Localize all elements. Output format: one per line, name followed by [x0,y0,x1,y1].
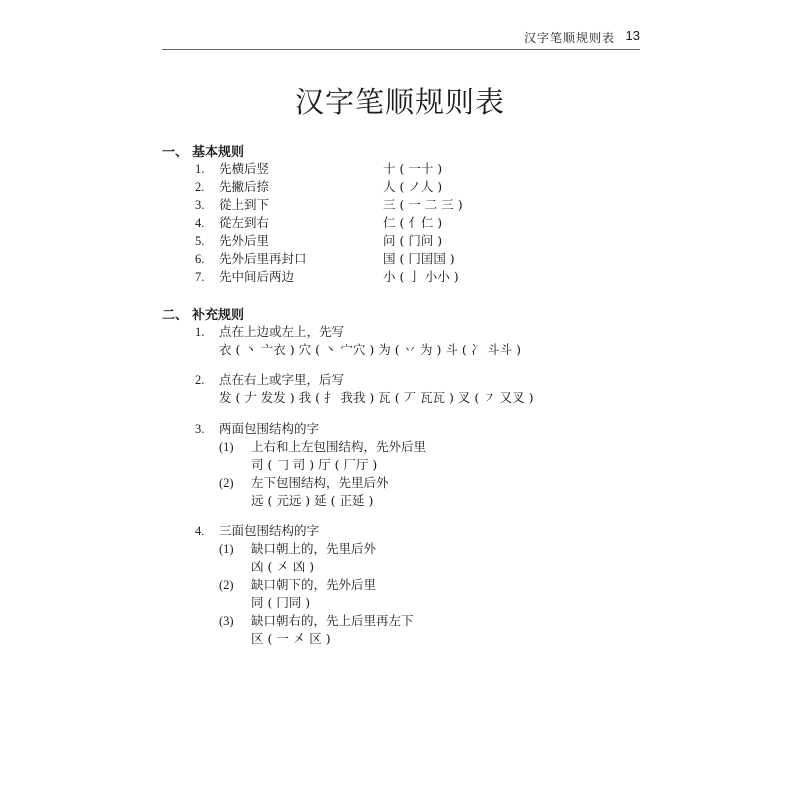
section-number: 一、 [162,145,189,160]
rule-text: 三面包围结构的字 [219,523,320,538]
subrule-index: (1) [219,440,234,454]
rule-text: 從左到右 [219,215,270,230]
section-heading-basic-rules [162,141,244,160]
subrule-index: (2) [219,578,234,592]
running-header-title: 汉字笔顺规则表 [523,31,615,45]
rule-text: 先横后竖 [219,161,270,176]
subrule-index: (3) [219,614,234,628]
rule-row [195,160,442,178]
rule-text: 先外后里 [219,233,270,248]
subrule-heading [219,612,414,630]
section-title: 补充规则 [192,308,245,323]
rule-example: 三 ( 一 二 三 ) [383,197,463,212]
rule-text: 從上到下 [219,197,270,212]
rule-row [195,232,442,250]
rule-row [195,250,455,268]
rule-index: 4. [195,524,205,538]
subrule-heading [219,474,389,492]
rule-text: 点在右上或字里，后写 [219,372,345,387]
rule-example: 人 ( ノ人 ) [383,179,443,194]
subrule-index: (1) [219,542,234,556]
rule-index: 3. [195,198,205,212]
section-title: 基本规则 [192,145,245,160]
rule-heading [195,323,344,341]
rule-example: 问 ( 门问 ) [383,233,443,248]
rule-row [195,178,442,196]
subrule-examples: 区 ( 一 㐅 区 ) [251,631,331,646]
rule-index: 3. [195,422,205,436]
rule-heading [195,420,319,438]
subrule-heading [219,576,376,594]
rule-example: 十 ( 一十 ) [383,161,443,176]
subrule-text: 上右和上左包围结构，先外后里 [251,439,427,454]
header-divider [162,49,640,50]
rule-index: 2. [195,180,205,194]
subrule-examples: 同 ( 冂同 ) [251,595,311,610]
rule-index: 2. [195,373,205,387]
rule-index: 1. [195,162,205,176]
rule-index: 1. [195,325,205,339]
rule-example: 国 ( 冂囯国 ) [383,251,455,266]
rule-index: 5. [195,234,205,248]
rule-examples: 发 ( 𠂇 发发 ) 我 ( 扌 我我 ) 瓦 ( 丆 瓦瓦 ) 叉 ( ㇇ 又叉 ) [219,390,534,405]
rule-text: 先中间后两边 [219,269,295,284]
rule-heading [195,371,344,389]
rule-text: 两面包围结构的字 [219,421,320,436]
subrule-heading [219,540,376,558]
section-heading-supplementary-rules [162,304,244,323]
subrule-heading [219,438,426,456]
subrule-index: (2) [219,476,234,490]
rule-examples: 衣 ( 丶 亠衣 ) 穴 ( 丶 宀穴 ) 为 ( 丷 为 ) 斗 ( 冫 斗斗 ) [219,342,522,357]
subrule-examples: 司 ( 𠃌 司 ) 厅 ( 厂厅 ) [251,457,378,472]
rule-row [195,196,463,214]
rule-heading [195,522,319,540]
rule-index: 4. [195,216,205,230]
rule-row [195,214,442,232]
rule-text: 先外后里再封口 [219,251,307,266]
subrule-examples: 凶 ( 㐅 凶 ) [251,559,315,574]
subrule-text: 缺口朝下的，先外后里 [251,577,377,592]
page-number: 13 [625,28,640,43]
rule-example: 小 ( 亅 小小 ) [383,269,459,284]
rule-row [195,268,459,286]
rule-index: 7. [195,270,205,284]
rule-text: 点在上边或左上，先写 [219,324,345,339]
subrule-examples: 远 ( 元远 ) 延 ( 正延 ) [251,493,374,508]
subrule-text: 缺口朝上的，先里后外 [251,541,377,556]
subrule-text: 左下包围结构，先里后外 [251,475,389,490]
rule-example: 仁 ( 亻仁 ) [383,215,443,230]
page-title: 汉字笔顺规则表 [294,85,505,119]
rule-text: 先撇后捺 [219,179,270,194]
subrule-text: 缺口朝右的，先上后里再左下 [251,613,414,628]
section-number: 二、 [162,308,189,323]
rule-index: 6. [195,252,205,266]
